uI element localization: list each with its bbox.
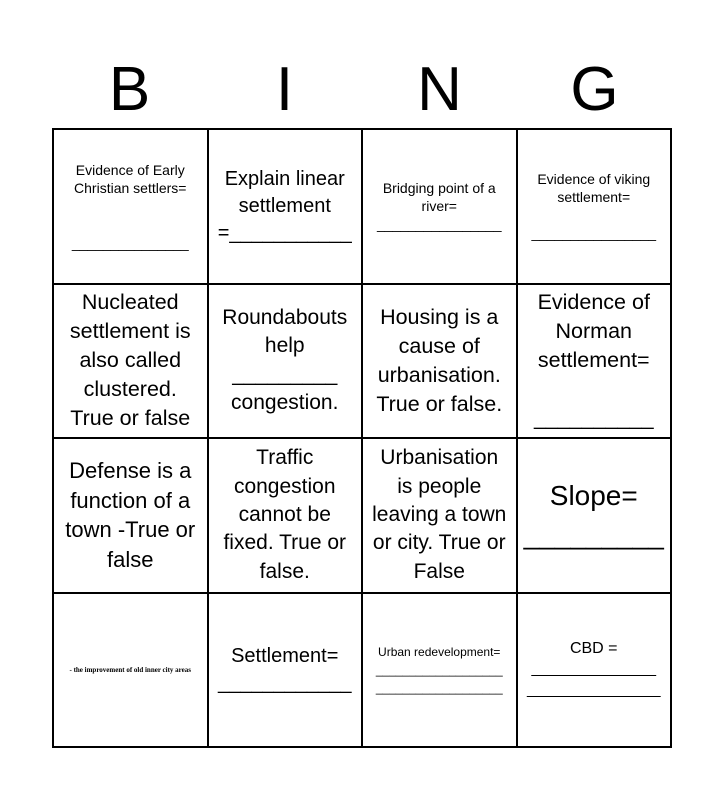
bingo-cell[interactable] (53, 593, 208, 748)
header-letter-g: G (570, 55, 619, 124)
bingo-header (52, 52, 672, 128)
bingo-cell[interactable] (208, 284, 363, 439)
cell-text: Evidence of Norman settlement= __________ (533, 290, 654, 431)
cell-text: Settlement= ____________ (218, 644, 352, 694)
header-letter-b: B (108, 55, 151, 124)
cell-text: Slope= _________ (523, 480, 664, 551)
cell-text: Evidence of Early Christian settlers= _______________ (71, 161, 189, 251)
bingo-cell[interactable] (208, 593, 363, 748)
bingo-cell[interactable] (208, 129, 363, 284)
bingo-cell[interactable] (517, 438, 672, 593)
cell-text: Nucleated settlement is also called clustered. True or false (69, 290, 191, 431)
bingo-cell[interactable] (53, 129, 208, 284)
cell-text: Roundabouts help _________ congestion. (222, 306, 348, 415)
cell-text: CBD = ______________ _______________ (527, 639, 661, 699)
cell-text: Traffic congestion cannot be fixed. True or false. (223, 446, 347, 583)
cell-text: Urbanisation is people leaving a town or city. True or False (372, 446, 507, 583)
cell-text: Urban redevelopment= ___________________ ___________________ (375, 644, 503, 695)
bingo-cell[interactable] (362, 284, 517, 439)
cell-text: Explain linear settlement =___________ (217, 167, 352, 244)
bingo-cell[interactable] (53, 438, 208, 593)
bingo-cell[interactable] (517, 129, 672, 284)
cell-text: Housing is a cause of urbanisation. True or false. (376, 304, 503, 416)
cell-text: Bridging point of a river= ________________ (376, 179, 502, 233)
bingo-cell[interactable] (362, 593, 517, 748)
cell-text: Defense is a function of a town -True or false (65, 457, 196, 572)
header-letter-i: I (275, 55, 294, 124)
bingo-grid (52, 128, 672, 748)
cell-text: - the improvement of old inner city areas (69, 665, 191, 674)
bingo-cell[interactable] (517, 593, 672, 748)
header-letter-n: N (417, 55, 462, 124)
bingo-cell[interactable] (362, 129, 517, 284)
bingo-cell[interactable] (208, 438, 363, 593)
bingo-cell[interactable] (517, 284, 672, 439)
cell-text: Evidence of viking settlement= ________________ (531, 170, 657, 242)
bingo-cell[interactable] (362, 438, 517, 593)
bingo-cell[interactable] (53, 284, 208, 439)
